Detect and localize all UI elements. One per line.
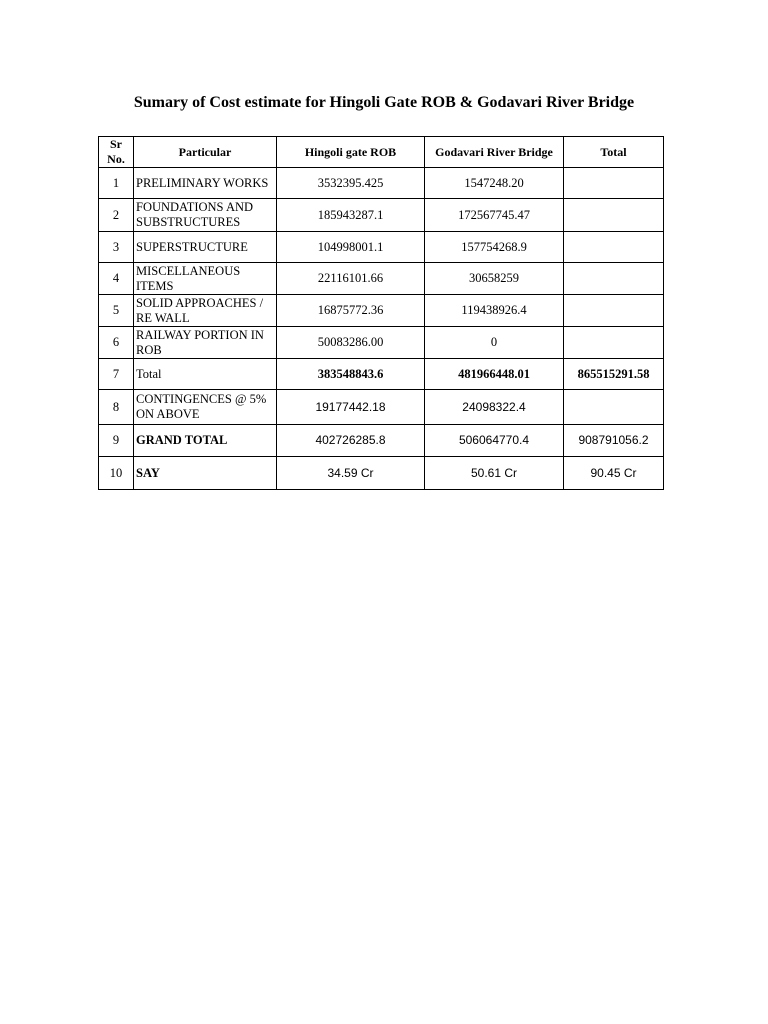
cell-total [564, 263, 664, 295]
table-row [99, 168, 664, 199]
table-row [99, 327, 664, 359]
cell-hingoli: 50083286.00 [277, 327, 425, 359]
cell-godavari: 24098322.4 [425, 390, 564, 425]
cell-hingoli: 34.59 Cr [277, 457, 425, 490]
table-row [99, 199, 664, 232]
table-row [99, 263, 664, 295]
cell-sr: 8 [99, 390, 134, 425]
cell-particular: RAILWAY PORTION IN ROB [134, 327, 277, 359]
table-row-total [99, 359, 664, 390]
cell-hingoli: 104998001.1 [277, 232, 425, 263]
cell-sr: 3 [99, 232, 134, 263]
header-hingoli: Hingoli gate ROB [277, 137, 425, 168]
cell-godavari: 119438926.4 [425, 295, 564, 327]
cell-particular: MISCELLANEOUS ITEMS [134, 263, 277, 295]
cell-particular: SOLID APPROACHES / RE WALL [134, 295, 277, 327]
cell-godavari: 481966448.01 [425, 359, 564, 390]
table-row [99, 390, 664, 425]
cell-sr: 7 [99, 359, 134, 390]
table-row [99, 232, 664, 263]
cell-particular: FOUNDATIONS AND SUBSTRUCTURES [134, 199, 277, 232]
table-row-grand-total [99, 425, 664, 457]
cell-total: 908791056.2 [564, 425, 664, 457]
cell-sr: 5 [99, 295, 134, 327]
cell-particular: PRELIMINARY WORKS [134, 168, 277, 199]
cell-hingoli: 383548843.6 [277, 359, 425, 390]
cell-particular: CONTINGENCES @ 5% ON ABOVE [134, 390, 277, 425]
cell-hingoli: 16875772.36 [277, 295, 425, 327]
cell-hingoli: 19177442.18 [277, 390, 425, 425]
cell-total [564, 199, 664, 232]
cell-total: 865515291.58 [564, 359, 664, 390]
header-total: Total [564, 137, 664, 168]
cell-hingoli: 402726285.8 [277, 425, 425, 457]
cell-hingoli: 22116101.66 [277, 263, 425, 295]
header-sr-no: Sr No. [99, 137, 134, 168]
cell-godavari: 30658259 [425, 263, 564, 295]
cell-particular: SUPERSTRUCTURE [134, 232, 277, 263]
cell-hingoli: 3532395.425 [277, 168, 425, 199]
cell-total [564, 168, 664, 199]
header-particular: Particular [134, 137, 277, 168]
cell-sr: 1 [99, 168, 134, 199]
cell-total [564, 327, 664, 359]
cell-godavari: 157754268.9 [425, 232, 564, 263]
cell-particular: SAY [134, 457, 277, 490]
table-header-row [99, 137, 664, 168]
cell-total: 90.45 Cr [564, 457, 664, 490]
cell-particular: GRAND TOTAL [134, 425, 277, 457]
cell-hingoli: 185943287.1 [277, 199, 425, 232]
cell-godavari: 506064770.4 [425, 425, 564, 457]
table-row [99, 295, 664, 327]
cell-particular: Total [134, 359, 277, 390]
cell-sr: 10 [99, 457, 134, 490]
cell-sr: 9 [99, 425, 134, 457]
cell-godavari: 0 [425, 327, 564, 359]
header-godavari: Godavari River Bridge [425, 137, 564, 168]
document-title: Sumary of Cost estimate for Hingoli Gate ROB & Godavari River Bridge [133, 94, 635, 111]
cost-estimate-table [98, 136, 664, 490]
cell-total [564, 232, 664, 263]
cell-total [564, 295, 664, 327]
cell-godavari: 50.61 Cr [425, 457, 564, 490]
cell-godavari: 1547248.20 [425, 168, 564, 199]
cell-total [564, 390, 664, 425]
cell-sr: 6 [99, 327, 134, 359]
cell-sr: 4 [99, 263, 134, 295]
cell-sr: 2 [99, 199, 134, 232]
table-row-say [99, 457, 664, 490]
cell-godavari: 172567745.47 [425, 199, 564, 232]
